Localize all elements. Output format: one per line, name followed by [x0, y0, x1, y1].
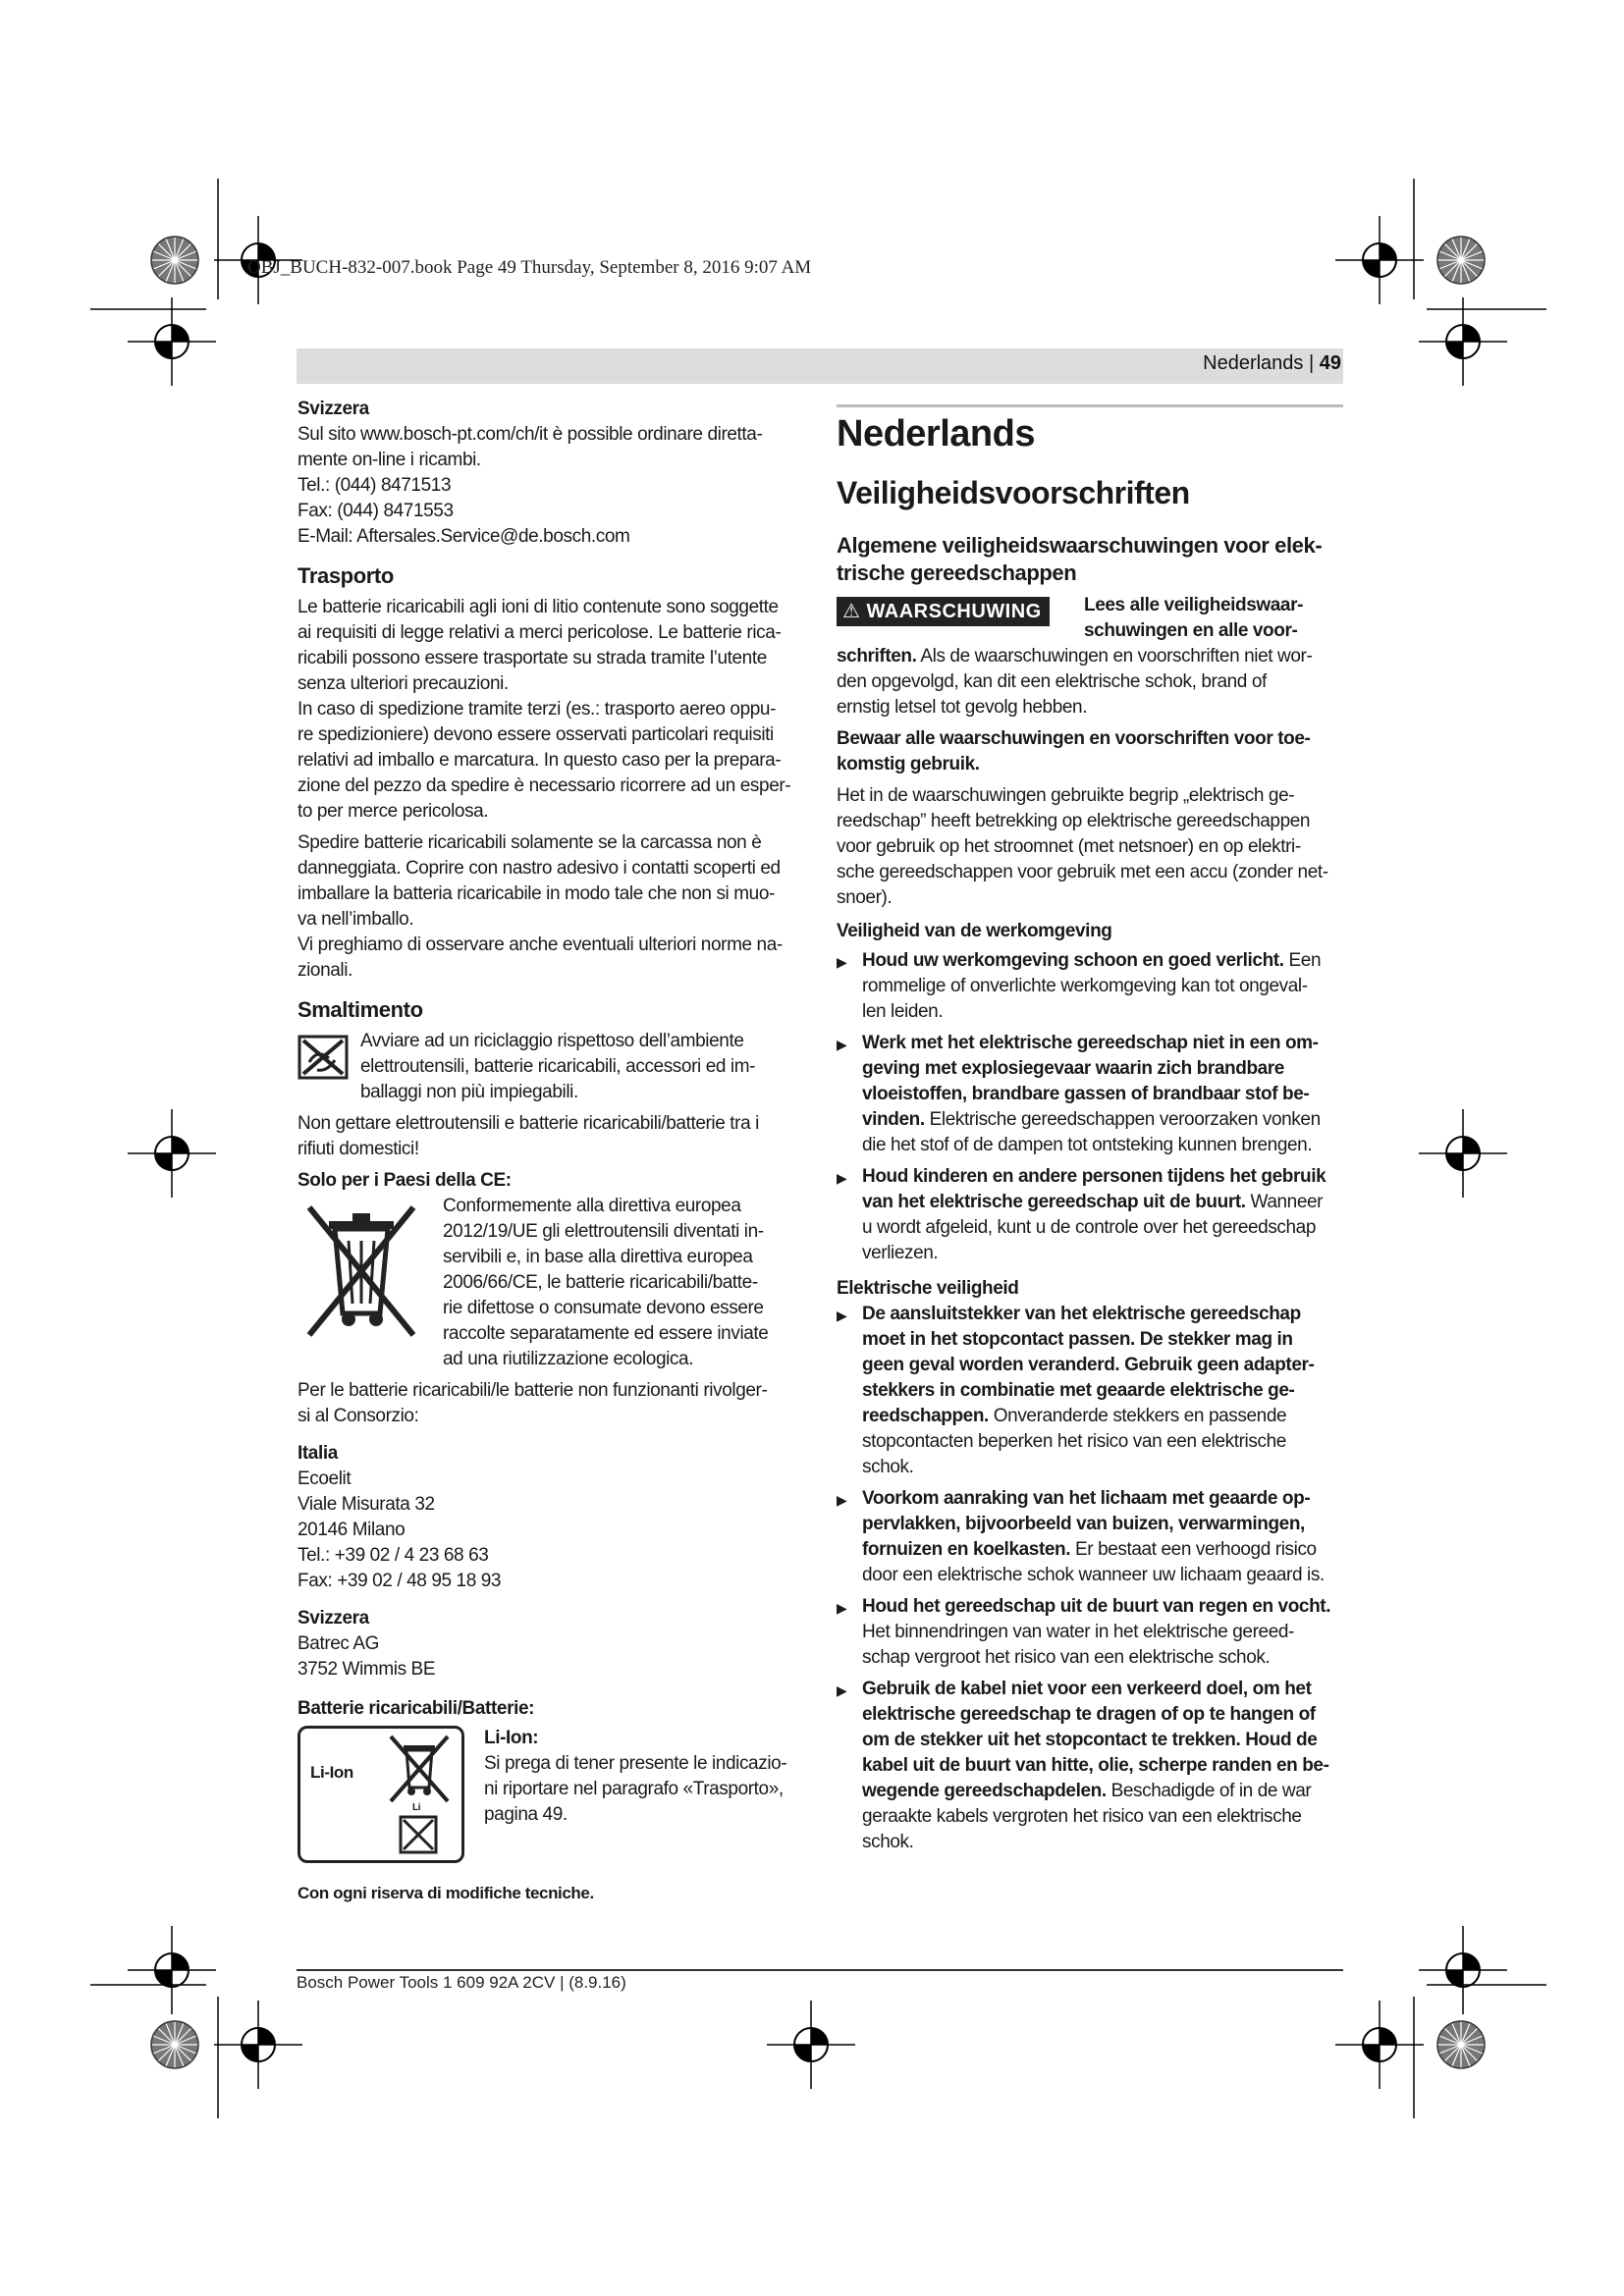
heading-smaltimento: Smaltimento: [298, 997, 423, 1022]
heading-batterie: Batterie ricaricabili/Batterie:: [298, 1698, 535, 1719]
text-line: Bewaar alle waarschuwingen en voorschriften voor toe-: [837, 728, 1311, 749]
bold-text: pervlakken, bijvoorbeeld van buizen, verwarmingen,: [862, 1514, 1305, 1534]
heading-italia: Italia: [298, 1443, 338, 1464]
header-bar: [297, 348, 1343, 384]
text-line: Er bestaat een verhoogd risico: [1070, 1539, 1317, 1560]
left-column: [298, 397, 808, 1906]
header-separator: |: [1308, 352, 1315, 374]
li-ion-label: Li-Ion: [310, 1763, 353, 1782]
bold-text: wegende gereedschapdelen.: [862, 1781, 1107, 1801]
bullet-item: [837, 1486, 1347, 1588]
text-line: va nell’imballo.: [298, 909, 414, 930]
heading-werkomgeving: Veiligheid van de werkomgeving: [837, 921, 1112, 941]
bold-text: Werk met het elektrische gereedschap niet in een om-: [862, 1033, 1319, 1053]
li-ion-box: [298, 1726, 464, 1863]
text-line: rie difettose o consumate devono essere: [443, 1298, 764, 1318]
general-warnings-heading: [837, 532, 1347, 587]
text-line: Het in de waarschuwingen gebruikte begrip „elektrisch ge-: [837, 785, 1295, 806]
text-line: danneggiata. Coprire con nastro adesivo i contatti scoperti ed: [298, 858, 781, 879]
text-line: 2012/19/UE gli elettroutensili diventati in-: [443, 1221, 764, 1242]
bold-text: fornuizen en koelkasten.: [862, 1539, 1071, 1560]
text-line: Elektrische gereedschappen veroorzaken vonken: [924, 1109, 1321, 1130]
text-line: servibili e, in base alla direttiva europea: [443, 1247, 753, 1267]
text-line: ai requisiti di legge relativi a merci pericolose. Le batterie rica-: [298, 622, 782, 643]
crossed-bin-icon: [298, 1198, 425, 1345]
text-line: rommelige of onverlichte werkomgeving kan tot ongeval-: [862, 976, 1308, 996]
heading-ce: Solo per i Paesi della CE:: [298, 1170, 512, 1191]
text-line: ricabili possono essere trasportate su strada tramite l’utente: [298, 648, 767, 668]
text-line: Als de waarschuwingen en voorschriften niet wor-: [916, 646, 1313, 667]
text-line: senza ulteriori precauzioni.: [298, 673, 509, 694]
header-language: Nederlands: [1203, 352, 1304, 374]
bold-text: om de stekker uit het stopcontact te trekken. Houd de: [862, 1730, 1318, 1750]
text-line: ad una riutilizzazione ecologica.: [443, 1349, 694, 1369]
text-line: den opgevolgd, kan dit een elektrische schok, brand of: [837, 671, 1267, 692]
bold-text: geving met explosiegevaar waarin zich brandbare: [862, 1058, 1284, 1079]
text-line: Onveranderde stekkers en passende: [988, 1406, 1287, 1426]
bold-text: reedschappen.: [862, 1406, 989, 1426]
heading-svizzera-2: Svizzera: [298, 1608, 369, 1629]
text-line: voor gebruik op het stroomnet (met netsnoer) en op elektri-: [837, 836, 1301, 857]
page-header: [1203, 352, 1341, 375]
warning-side-text: [1084, 593, 1303, 644]
text-line: mente on-line i ricambi.: [298, 450, 481, 470]
text-line: relativi ad imballo e marcatura. In questo caso per la prepara-: [298, 750, 782, 771]
text-line: Sul sito www.bosch-pt.com/ch/it è possible ordinare diretta-: [298, 424, 763, 445]
bold-text: Houd het gereedschap uit de buurt van regen en vocht.: [862, 1596, 1331, 1617]
reservation-note: Con ogni riserva di modifiche tecniche.: [298, 1884, 594, 1902]
section-subtitle: Veiligheidsvoorschriften: [837, 475, 1190, 510]
bold-text: schriften.: [837, 646, 917, 667]
crossed-bin-small-icon: [385, 1733, 454, 1805]
text-line: u wordt afgeleid, kunt u de controle over het gereedschap: [862, 1217, 1317, 1238]
text-line: schok.: [862, 1457, 914, 1477]
right-title-rule: [837, 404, 1343, 407]
text-line: Ecoelit: [298, 1468, 352, 1489]
heading-svizzera-1: Svizzera: [298, 399, 369, 419]
text-line: Beschadigde of in de war: [1106, 1781, 1312, 1801]
text-line: Fax: (044) 8471553: [298, 501, 454, 521]
weee-notice: [298, 1194, 808, 1372]
text-line: Fax: +39 02 / 48 95 18 93: [298, 1571, 502, 1591]
bold-text: van het elektrische gereedschap uit de buurt.: [862, 1192, 1246, 1212]
warning-label: WAARSCHUWING: [866, 601, 1042, 622]
text-line: Het binnendringen van water in het elektrische gereed-: [862, 1622, 1294, 1642]
text-line: schok.: [862, 1832, 914, 1852]
right-column: [837, 410, 1347, 1855]
bold-text: stekkers in combinatie met geaarde elektrische ge-: [862, 1380, 1295, 1401]
text-line: raccolte separatamente ed essere inviate: [443, 1323, 769, 1344]
text-line: 20146 Milano: [298, 1520, 406, 1540]
text-line: Vi preghiamo di osservare anche eventuali ulteriori norme na-: [298, 934, 783, 955]
text-line: elettroutensili, batterie ricaricabili, accessori ed im-: [360, 1056, 756, 1077]
text-line: Viale Misurata 32: [298, 1494, 435, 1515]
text-line: door een elektrische schok wanneer uw lichaam geaard is.: [862, 1565, 1325, 1585]
heading-line: Algemene veiligheidswaarschuwingen voor elek-: [837, 533, 1323, 558]
bold-text: Voorkom aanraking van het lichaam met geaarde op-: [862, 1488, 1311, 1509]
section-title: Nederlands: [837, 413, 1035, 454]
text-line: to per merce pericolosa.: [298, 801, 489, 822]
bold-text: Houd uw werkomgeving schoon en goed verlicht.: [862, 950, 1284, 971]
text-line: stopcontacten beperken het risico van een elektrische: [862, 1431, 1286, 1452]
text-line: sche gereedschappen voor gebruik met een accu (zonder net-: [837, 862, 1328, 882]
bullet-item: [837, 1164, 1347, 1266]
bullet-item: [837, 1677, 1347, 1855]
bullet-item: [837, 1594, 1347, 1671]
text-line: Spedire batterie ricaricabili solamente se la carcassa non è: [298, 832, 762, 853]
bold-text: elektrische gereedschap te dragen of op te hangen of: [862, 1704, 1316, 1725]
bullet-item: [837, 948, 1347, 1025]
text-line: Non gettare elettroutensili e batterie ricaricabili/batterie tra i: [298, 1113, 759, 1134]
text-line: Tel.: +39 02 / 4 23 68 63: [298, 1545, 489, 1566]
text-line: snoer).: [837, 887, 893, 908]
text-line: E-Mail: Aftersales.Service@de.bosch.com: [298, 526, 630, 547]
heading-li-ion: Li-Ion:: [484, 1728, 539, 1748]
text-line: ni riportare nel paragrafo «Trasporto»,: [484, 1779, 784, 1799]
text-line: 3752 Wimmis BE: [298, 1659, 436, 1680]
bullet-item: [837, 1302, 1347, 1480]
bold-text: vloeistoffen, brandbare gassen of brandbaar stof be-: [862, 1084, 1310, 1104]
text-line: Le batterie ricaricabili agli ioni di litio contenute sono soggette: [298, 597, 779, 617]
text-line: komstig gebruik.: [837, 754, 980, 774]
bold-text: kabel uit de buurt van hitte, olie, scherpe randen en be-: [862, 1755, 1329, 1776]
li-small-label: Li: [412, 1802, 421, 1813]
text-line: re spedizioniere) devono essere osservati particolari requisiti: [298, 724, 774, 745]
text-line: reedschap” heeft betrekking op elektrische gereedschappen: [837, 811, 1311, 831]
bold-text: moet in het stopcontact passen. De stekker mag in: [862, 1329, 1293, 1350]
text-line: pagina 49.: [484, 1804, 568, 1825]
text-line: si al Consorzio:: [298, 1406, 419, 1426]
bold-text: geen geval worden veranderd. Gebruik geen adapter-: [862, 1355, 1315, 1375]
text-line: ernstig letsel tot gevolg hebben.: [837, 697, 1088, 718]
warning-row: [837, 593, 1347, 644]
text-line: ballaggi non più impiegabili.: [360, 1082, 578, 1102]
li-ion-notice: [298, 1726, 808, 1873]
text-line: imballare la batteria ricaricabile in modo tale che non si muo-: [298, 883, 775, 904]
text-line: schuwingen en alle voor-: [1084, 620, 1298, 641]
recycling-icon: [298, 1035, 349, 1080]
page-number: 49: [1319, 352, 1341, 374]
warning-badge: ⚠ WAARSCHUWING: [837, 597, 1050, 626]
text-line: Avviare ad un riciclaggio rispettoso dell’ambiente: [360, 1031, 744, 1051]
text-line: Lees alle veiligheidswaar-: [1084, 595, 1303, 615]
text-line: zione del pezzo da spedire è necessario ricorrere ad un esper-: [298, 775, 791, 796]
text-line: rifiuti domestici!: [298, 1139, 419, 1159]
bold-text: De aansluitstekker van het elektrische gereedschap: [862, 1304, 1301, 1324]
text-line: verliezen.: [862, 1243, 939, 1263]
text-line: Per le batterie ricaricabili/le batterie non funzionanti rivolger-: [298, 1380, 768, 1401]
bullet-item: [837, 1031, 1347, 1158]
heading-trasporto: Trasporto: [298, 563, 394, 588]
text-line: len leiden.: [862, 1001, 944, 1022]
text-line: Conformemente alla direttiva europea: [443, 1196, 741, 1216]
text-line: Si prega di tener presente le indicazio-: [484, 1753, 787, 1774]
print-slug: OBJ_BUCH-832-007.book Page 49 Thursday, September 8, 2016 9:07 AM: [247, 257, 812, 278]
bold-text: Gebruik de kabel niet voor een verkeerd doel, om het: [862, 1679, 1312, 1699]
text-line: Batrec AG: [298, 1633, 379, 1654]
text-line: Wanneer: [1245, 1192, 1324, 1212]
text-line: Een: [1283, 950, 1322, 971]
heading-line: trische gereedschappen: [837, 561, 1077, 585]
heading-elektrisch: Elektrische veiligheid: [837, 1278, 1019, 1299]
bold-text: vinden.: [862, 1109, 925, 1130]
bold-text: Houd kinderen en andere personen tijdens het gebruik: [862, 1166, 1326, 1187]
text-line: 2006/66/CE, le batterie ricaricabili/batte-: [443, 1272, 758, 1293]
text-line: zionali.: [298, 960, 352, 981]
text-line: die het stof of de dampen tot ontsteking kunnen brengen.: [862, 1135, 1313, 1155]
page-footer: Bosch Power Tools 1 609 92A 2CV | (8.9.16): [297, 1973, 626, 1992]
text-line: In caso di spedizione tramite terzi (es.: trasporto aereo oppu-: [298, 699, 777, 720]
recycling-small-icon: [399, 1815, 438, 1854]
text-line: geraakte kabels vergroten het risico van een elektrische: [862, 1806, 1302, 1827]
footer-rule: [297, 1969, 1343, 1971]
text-line: schap vergroot het risico van een elektrische schok.: [862, 1647, 1271, 1668]
recycle-notice: [298, 1029, 808, 1105]
text-line: Tel.: (044) 8471513: [298, 475, 452, 496]
